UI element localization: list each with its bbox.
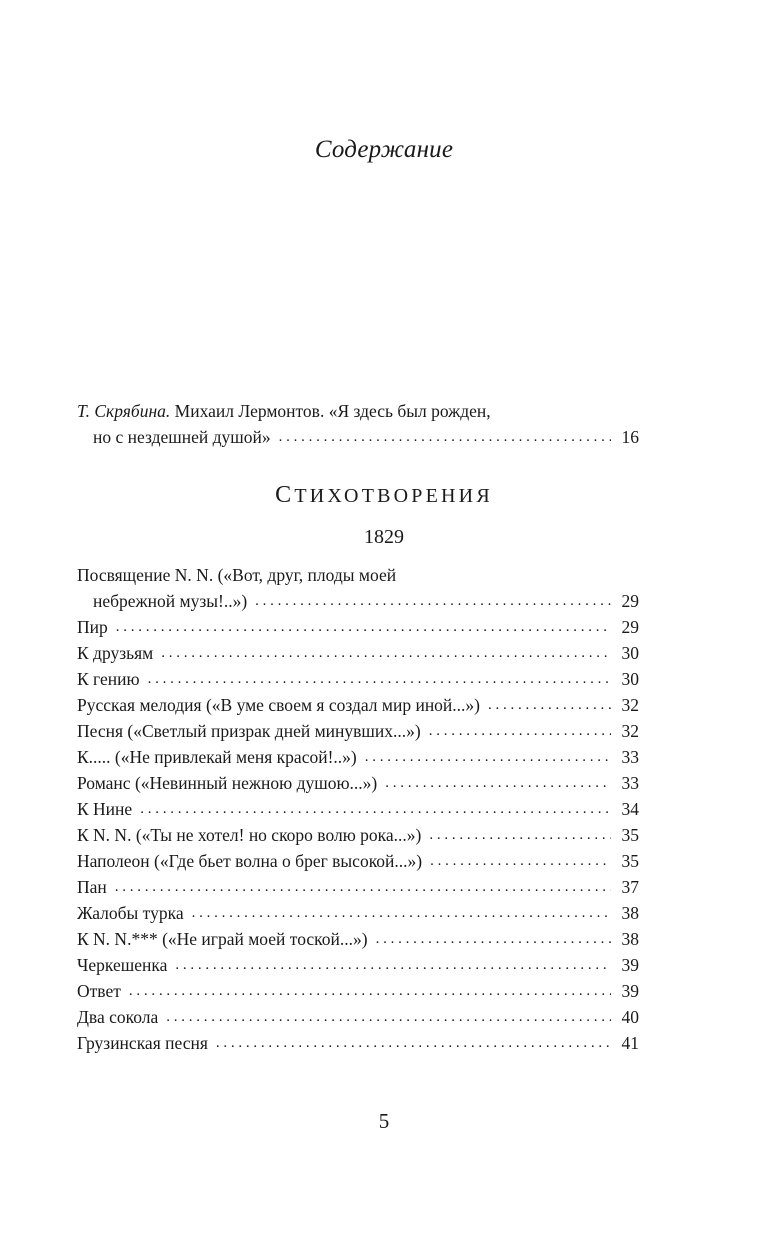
year-heading: 1829 <box>364 526 404 548</box>
dot-leader <box>430 848 611 874</box>
toc-entry-page: 32 <box>621 695 639 715</box>
dot-leader <box>255 588 611 614</box>
dot-leader <box>148 666 611 692</box>
dot-leader <box>385 770 611 796</box>
dot-leader <box>140 796 611 822</box>
dot-leader <box>192 900 611 926</box>
toc-entry-title: Романс («Невинный нежною душою...») <box>77 773 378 793</box>
toc-entry-title: Пир <box>77 617 108 637</box>
toc-entry-title: К друзьям <box>77 643 154 663</box>
intro-entry <box>77 398 639 450</box>
toc-entry-page: 37 <box>621 877 639 897</box>
toc-entry-line-1 <box>77 562 639 588</box>
toc-entry-title: Ответ <box>77 981 121 1001</box>
dot-leader <box>488 692 611 718</box>
dot-leader <box>429 718 611 744</box>
toc-entry <box>77 952 639 978</box>
toc-entry <box>77 848 639 874</box>
intro-line-1 <box>77 398 639 424</box>
dot-leader <box>166 1004 611 1030</box>
toc-entry <box>77 770 639 796</box>
toc-entry-page: 40 <box>621 1007 639 1027</box>
toc-entry-title: К N. N.*** («Не играй моей тоской...») <box>77 929 368 949</box>
toc-entry <box>77 614 639 640</box>
toc-entry-title-cont: небрежной музы!..») <box>93 591 248 611</box>
page-number: 5 <box>378 1109 390 1133</box>
dot-leader <box>216 1030 611 1056</box>
intro-page-number: 16 <box>621 427 639 447</box>
intro-title-part1: Михаил Лермонтов. «Я здесь был рожден, <box>170 401 491 421</box>
toc-entry <box>77 900 639 926</box>
intro-title-part2: но с нездешней душой» <box>93 427 271 447</box>
toc-entry <box>77 640 639 666</box>
toc-entry-page: 39 <box>621 981 639 1001</box>
dot-leader <box>279 424 611 450</box>
toc-entry-page: 34 <box>621 799 639 819</box>
dot-leader <box>376 926 611 952</box>
toc-entry <box>77 822 639 848</box>
toc-entry <box>77 718 639 744</box>
toc-entry-page: 41 <box>621 1033 639 1053</box>
toc-entry-title: Наполеон («Где бьет волна о брег высокой...») <box>77 851 423 871</box>
toc-entry-line-2 <box>77 588 639 614</box>
toc-entry <box>77 666 639 692</box>
dot-leader <box>116 614 611 640</box>
section-heading-initial: С <box>275 482 295 508</box>
toc-entry <box>77 744 639 770</box>
toc-entry <box>77 1004 639 1030</box>
toc-entry-title: К Нине <box>77 799 133 819</box>
dot-leader <box>115 874 611 900</box>
toc-entry-page: 30 <box>621 669 639 689</box>
toc-entry-page: 30 <box>621 643 639 663</box>
toc-entry-title: Жалобы турка <box>77 903 184 923</box>
toc-entry-title: Грузинская песня <box>77 1033 208 1053</box>
dot-leader <box>429 822 611 848</box>
intro-line-2 <box>77 424 639 450</box>
dot-leader <box>161 640 611 666</box>
dot-leader <box>175 952 611 978</box>
toc-entry-page: 33 <box>621 747 639 767</box>
toc-entry-page: 29 <box>621 617 639 637</box>
dot-leader <box>129 978 611 1004</box>
toc-entry-title: К N. N. («Ты не хотел! но скоро волю рока...») <box>77 825 422 845</box>
toc-entry-page: 35 <box>621 825 639 845</box>
intro-author: Т. Скрябина. <box>77 401 171 421</box>
toc-entry-page: 38 <box>621 903 639 923</box>
toc-entry <box>77 1030 639 1056</box>
toc-entry <box>77 926 639 952</box>
section-heading-rest: ТИХОТВОРЕНИЯ <box>294 485 493 507</box>
toc-entry-title: Посвящение N. N. («Вот, друг, плоды моей <box>77 565 397 585</box>
toc-entry-title: К..... («Не привлекай меня красой!..») <box>77 747 357 767</box>
section-heading <box>0 482 768 509</box>
toc-entry-title: Песня («Светлый призрак дней минувших...») <box>77 721 421 741</box>
toc-entry-page: 39 <box>621 955 639 975</box>
toc-entry <box>77 978 639 1004</box>
toc-entry <box>77 796 639 822</box>
toc-entry-page: 38 <box>621 929 639 949</box>
toc-list <box>77 562 639 1056</box>
toc-entry-title: К гению <box>77 669 140 689</box>
toc-entry-title: Пан <box>77 877 107 897</box>
toc-entry <box>77 874 639 900</box>
toc-entry-page: 35 <box>621 851 639 871</box>
toc-entry-page: 33 <box>621 773 639 793</box>
page-title: Содержание <box>314 136 454 163</box>
toc-entry-title: Два сокола <box>77 1007 159 1027</box>
toc-entry-title: Черкешенка <box>77 955 168 975</box>
intro-label <box>77 398 491 424</box>
toc-entry-page: 32 <box>621 721 639 741</box>
dot-leader <box>365 744 611 770</box>
toc-entry <box>77 692 639 718</box>
toc-entry-page: 29 <box>621 591 639 611</box>
toc-entry-title: Русская мелодия («В уме своем я создал мир иной...») <box>77 695 480 715</box>
